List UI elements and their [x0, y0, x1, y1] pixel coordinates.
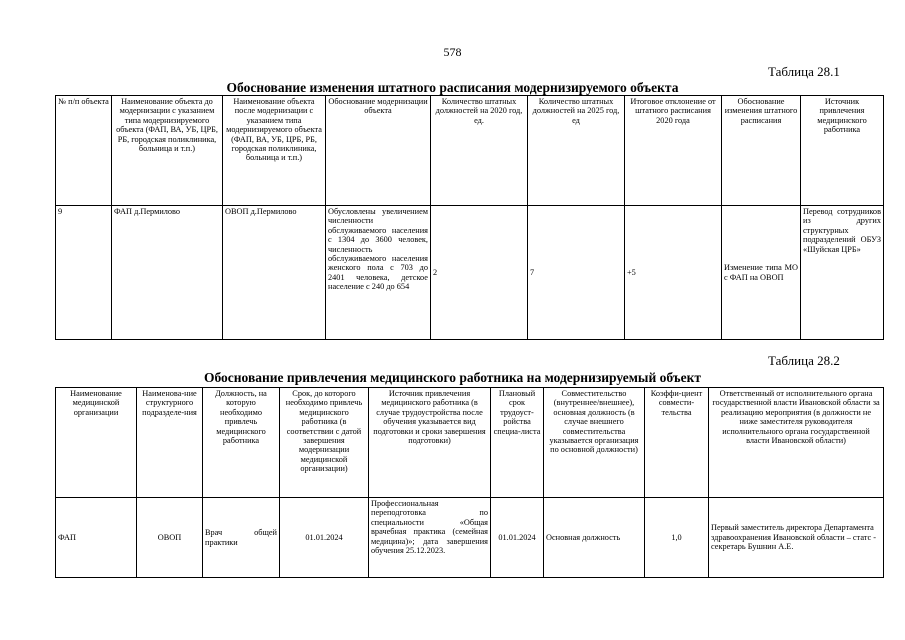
- table-1-label: Таблица 28.1: [768, 64, 840, 79]
- t1-header-cell: Обоснование модернизации объекта: [326, 96, 431, 206]
- t2-header-cell: Наименование медицинской организации: [56, 388, 137, 498]
- table-2: [55, 387, 884, 578]
- t2-header-cell: Должность, на которую необходимо привлечь медицинского работника: [203, 388, 280, 498]
- t2-header-cell: Ответственный от исполнительного органа государственной власти Ивановской области за реализацию мероприятия (в должности не ниже заместителя руководителя исполнительного органа государственной власти Ивановской области): [709, 388, 884, 498]
- t2-cell-source: Профессиональная переподготовка по специальности «Общая врачебная практика (семейная медицина)»; дата завершения обучения 25.12.2023.: [369, 498, 491, 578]
- t2-cell-deadline: 01.01.2024: [280, 498, 369, 578]
- table-1-title: Обоснование изменения штатного расписания модернизируемого объекта: [226, 80, 679, 95]
- t2-header-cell: Плановый срок трудоуст-ройства специа-листа: [491, 388, 544, 498]
- t1-header-cell: Источник привлечения медицинского работника: [801, 96, 884, 206]
- t1-header-cell: Обоснование изменения штатного расписания: [722, 96, 801, 206]
- t2-cell-planned-date: 01.01.2024: [491, 498, 544, 578]
- t1-cell-source: Перевод сотрудников из других структурных подразделений ОБУЗ «Шуйская ЦРБ»: [801, 206, 884, 340]
- t1-header-cell: № п/п объекта: [56, 96, 112, 206]
- t2-header-cell: Источник привлечения медицинского работника (в случае трудоустройства после обучения указывается вид подготовки и сроки завершения подготовки): [369, 388, 491, 498]
- t1-header-cell: Количество штатных должностей на 2020 год, ед.: [431, 96, 528, 206]
- t2-header-cell: Совместительство (внутреннее/внешнее), основная должность (в случае внешнего совместительства указывается организация по основной должности): [544, 388, 645, 498]
- t1-header-cell: Наименование объекта после модернизации с указанием типа модернизируемого объекта (ФАП, ВА, УБ, ЦРБ, РБ, городская поликлиника, больница и т.п.): [223, 96, 326, 206]
- table-1-header-row: [56, 96, 884, 206]
- t2-cell-coefficient: 1,0: [645, 498, 709, 578]
- table-row: [56, 498, 884, 578]
- t2-cell-combination: Основная должность: [544, 498, 645, 578]
- t2-cell-subdivision: ОВОП: [137, 498, 203, 578]
- t1-header-cell: Итоговое отклонение от штатного расписания 2020 года: [625, 96, 722, 206]
- t1-cell-deviation: +5: [625, 206, 722, 340]
- t2-header-cell: Коэффи-циент совмести-тельства: [645, 388, 709, 498]
- t1-cell-after: ОВОП д.Пермилово: [223, 206, 326, 340]
- table-row: [56, 206, 884, 340]
- t1-cell-change-reason: Изменение типа МО с ФАП на ОВОП: [722, 206, 801, 340]
- t1-cell-number: 9: [56, 206, 112, 340]
- t1-cell-staff-2025: 7: [528, 206, 625, 340]
- t1-cell-staff-2020: 2: [431, 206, 528, 340]
- page-number: 578: [443, 45, 462, 59]
- t2-cell-responsible: Первый заместитель директора Департамента здравоохранения Ивановской области – статс - секретарь Бушнин А.Е.: [709, 498, 884, 578]
- t2-cell-organization: ФАП: [56, 498, 137, 578]
- t2-header-cell: Срок, до которого необходимо привлечь медицинского работника (в соответствии с датой завершения модернизации медицинской организации): [280, 388, 369, 498]
- t1-cell-before: ФАП д.Пермилово: [112, 206, 223, 340]
- table-1: [55, 95, 884, 340]
- table-2-header-row: [56, 388, 884, 498]
- table-2-label: Таблица 28.2: [768, 353, 840, 368]
- t2-cell-position: Врач общей практики: [203, 498, 280, 578]
- t1-header-cell: Количество штатных должностей на 2025 год, ед: [528, 96, 625, 206]
- table-2-title: Обоснование привлечения медицинского работника на модернизируемый объект: [203, 370, 702, 385]
- t1-cell-justification: Обусловлены увеличением численности обслуживаемого населения с 1304 до 3600 человек, численность обслуживаемого населения женского пола с 703 до 2401 человека, детское население с 240 до 654: [326, 206, 431, 340]
- t2-header-cell: Наименова-ние структурного подразделе-ния: [137, 388, 203, 498]
- t1-header-cell: Наименование объекта до модернизации с указанием типа модернизируемого объекта (ФАП, ВА, УБ, ЦРБ, РБ, городская поликлиника, больница и т.п.): [112, 96, 223, 206]
